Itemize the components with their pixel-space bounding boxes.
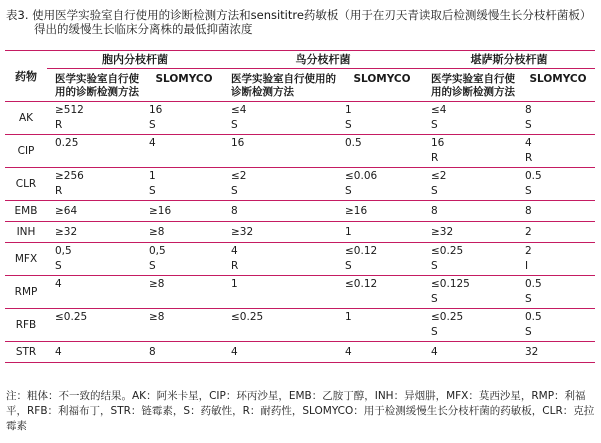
mic-value: 8 <box>525 104 532 116</box>
mic-value: 8 <box>231 205 238 217</box>
mic-value: 1 <box>149 170 156 182</box>
susceptibility-value: S <box>525 119 532 131</box>
mic-cell <box>223 222 341 243</box>
susceptibility-value: R <box>431 152 439 164</box>
mic-cell <box>521 102 595 135</box>
method-header-lab: 医学实验室自行使用的诊断检测方法 <box>431 73 515 98</box>
table-row <box>5 222 595 243</box>
susceptibility-value: S <box>525 326 532 338</box>
mic-value: 8 <box>149 346 156 358</box>
mic-value: ≤0.25 <box>231 311 264 323</box>
mic-cell <box>223 201 341 222</box>
table-row <box>5 243 595 276</box>
mic-value: ≥8 <box>149 226 165 238</box>
mic-value: ≥32 <box>431 226 454 238</box>
method-header-lab: 医学实验室自行使用的诊断检测方法 <box>231 73 336 98</box>
mic-cell <box>341 222 423 243</box>
mic-cell <box>47 342 145 363</box>
mic-value: ≥32 <box>231 226 254 238</box>
susceptibility-value <box>55 151 145 166</box>
mic-value: 0,5 <box>55 245 72 257</box>
mic-value: 2 <box>525 245 532 257</box>
caption-line-2: 得出的缓慢生长临床分离株的最低抑菌浓度 <box>34 22 253 36</box>
mic-cell <box>341 309 423 342</box>
susceptibility-value <box>345 151 423 166</box>
table-row <box>5 309 595 342</box>
susceptibility-value: S <box>149 185 156 197</box>
mic-value: 16 <box>231 137 245 149</box>
susceptibility-value <box>231 151 341 166</box>
mic-value: 8 <box>431 205 438 217</box>
method-header-lab: 医学实验室自行使用的诊断检测方法 <box>55 73 139 98</box>
mic-cell <box>145 168 223 201</box>
susceptibility-value: S <box>431 326 438 338</box>
mic-value: 0,5 <box>149 245 166 257</box>
mic-value: 0.5 <box>345 137 362 149</box>
mic-cell <box>145 342 223 363</box>
mic-cell <box>145 201 223 222</box>
susceptibility-value: S <box>431 260 438 272</box>
mic-cell <box>145 135 223 168</box>
mic-value: 0.25 <box>55 137 79 149</box>
mic-cell <box>341 276 423 309</box>
mic-cell <box>47 102 145 135</box>
mic-cell <box>423 201 521 222</box>
method-header-slomyco: SLOMYCO <box>155 73 213 85</box>
drug-name: RFB <box>15 319 37 331</box>
group-header-intracellulare: 胞内分枝杆菌 <box>47 51 223 70</box>
table-caption <box>6 8 596 36</box>
mic-value: ≥8 <box>149 311 165 323</box>
mic-value: 0.5 <box>525 278 542 290</box>
mic-value: ≤4 <box>231 104 247 116</box>
mic-cell <box>423 135 521 168</box>
table-row <box>5 168 595 201</box>
mic-cell <box>521 342 595 363</box>
mic-value: 4 <box>149 137 156 149</box>
mic-value: ≤0.25 <box>431 311 464 323</box>
susceptibility-value: S <box>525 293 532 305</box>
mic-value: 4 <box>231 346 238 358</box>
mic-cell <box>423 243 521 276</box>
susceptibility-value: R <box>231 260 239 272</box>
mic-value: 8 <box>525 205 532 217</box>
mic-cell <box>47 222 145 243</box>
method-header-slomyco: SLOMYCO <box>353 73 411 85</box>
mic-value: ≤4 <box>431 104 447 116</box>
mic-cell <box>47 243 145 276</box>
mic-cell <box>341 243 423 276</box>
drug-name: EMB <box>14 205 38 217</box>
mic-cell <box>223 102 341 135</box>
mic-value: 0.5 <box>525 170 542 182</box>
mic-value: ≥16 <box>149 205 172 217</box>
mic-cell <box>521 309 595 342</box>
mic-value: ≥64 <box>55 205 78 217</box>
mic-value: 1 <box>345 104 352 116</box>
susceptibility-value: R <box>55 119 63 131</box>
susceptibility-value <box>231 325 341 340</box>
mic-cell <box>521 243 595 276</box>
mic-cell <box>341 342 423 363</box>
mic-cell <box>423 342 521 363</box>
susceptibility-value <box>149 325 223 340</box>
susceptibility-value: S <box>149 260 156 272</box>
mic-value: ≥8 <box>149 278 165 290</box>
mic-cell <box>145 276 223 309</box>
susceptibility-value: S <box>431 119 438 131</box>
mic-cell <box>145 309 223 342</box>
table-row <box>5 276 595 309</box>
mic-cell <box>521 276 595 309</box>
mic-cell <box>341 201 423 222</box>
mic-cell <box>47 276 145 309</box>
mic-value: ≤0.25 <box>55 311 88 323</box>
drug-name: RMP <box>14 286 38 298</box>
mic-value: 4 <box>55 278 62 290</box>
susceptibility-value <box>345 292 423 307</box>
mic-cell <box>223 243 341 276</box>
susceptibility-value <box>231 292 341 307</box>
susceptibility-value: R <box>55 185 63 197</box>
mic-value: 0.5 <box>525 311 542 323</box>
mic-value: 2 <box>525 226 532 238</box>
susceptibility-value: S <box>525 185 532 197</box>
susceptibility-value <box>55 292 145 307</box>
susceptibility-value: S <box>149 119 156 131</box>
mic-cell <box>341 168 423 201</box>
mic-value: ≤2 <box>431 170 447 182</box>
caption-line-1: 表3. 使用医学实验室自行使用的诊断检测方法和sensititre药敏板（用于在刃天青读取后检测缓慢生长分枝杆菌板） <box>6 8 592 22</box>
susceptibility-value <box>149 292 223 307</box>
drug-name: MFX <box>14 253 38 265</box>
mic-value: ≥256 <box>55 170 84 182</box>
mic-value: ≤2 <box>231 170 247 182</box>
mic-cell <box>423 309 521 342</box>
mic-value: ≥512 <box>55 104 84 116</box>
mic-value: 16 <box>149 104 163 116</box>
mic-cell <box>341 102 423 135</box>
group-header-kansasii: 堪萨斯分枝杆菌 <box>423 51 595 70</box>
susceptibility-value: I <box>525 260 529 272</box>
mic-value: 32 <box>525 346 539 358</box>
mic-value: 4 <box>345 346 352 358</box>
mic-cell <box>47 168 145 201</box>
mic-value: ≤0.12 <box>345 245 378 257</box>
mic-value: 16 <box>431 137 445 149</box>
table-row <box>5 342 595 363</box>
mic-cell <box>521 135 595 168</box>
mic-cell <box>47 201 145 222</box>
mic-cell <box>223 168 341 201</box>
mic-cell <box>423 276 521 309</box>
susceptibility-value: S <box>345 185 352 197</box>
mic-cell <box>223 276 341 309</box>
susceptibility-value: S <box>231 119 238 131</box>
mic-value: ≤0.125 <box>431 278 470 290</box>
mic-value: ≤0.12 <box>345 278 378 290</box>
mic-cell <box>223 342 341 363</box>
mic-value: ≤0.06 <box>345 170 378 182</box>
mic-value: ≤0.25 <box>431 245 464 257</box>
mic-cell <box>423 168 521 201</box>
drug-name: INH <box>16 226 36 238</box>
table-row <box>5 135 595 168</box>
table-footnote: 注：粗体：不一致的结果。AK：阿米卡星，CIP：环丙沙星，EMB：乙胺丁醇，INH：异烟肼，MFX：莫西沙星，RMP：利福平，RFB：利福布丁，STR：链霉素，S：药敏性，R：耐药性，SLOMYCO：用于检测缓慢生长分枝杆菌的药敏板，CLR：克拉霉素 <box>6 390 595 432</box>
drug-name: CLR <box>15 178 37 190</box>
susceptibility-value: S <box>55 260 62 272</box>
mic-cell <box>145 222 223 243</box>
table-row <box>5 201 595 222</box>
susceptibility-value <box>55 325 145 340</box>
mic-value: 4 <box>431 346 438 358</box>
table-row <box>5 102 595 135</box>
susceptibility-value: S <box>431 293 438 305</box>
susceptibility-value: S <box>345 260 352 272</box>
susceptibility-value: S <box>431 185 438 197</box>
method-header-slomyco: SLOMYCO <box>529 73 587 85</box>
mic-cell <box>423 222 521 243</box>
group-header-avium: 鸟分枝杆菌 <box>223 51 423 70</box>
susceptibility-value: R <box>525 152 533 164</box>
susceptibility-value <box>345 325 423 340</box>
mic-value: 1 <box>231 278 238 290</box>
mic-cell <box>145 102 223 135</box>
susceptibility-value: S <box>345 119 352 131</box>
mic-cell <box>521 168 595 201</box>
susceptibility-value: S <box>231 185 238 197</box>
susceptibility-value <box>149 151 223 166</box>
mic-cell <box>223 135 341 168</box>
mic-cell <box>47 135 145 168</box>
mic-cell <box>521 222 595 243</box>
mic-value: 4 <box>525 137 532 149</box>
mic-value: 4 <box>55 346 62 358</box>
mic-cell <box>423 102 521 135</box>
drug-name: CIP <box>17 145 35 157</box>
mic-cell <box>341 135 423 168</box>
mic-value: 1 <box>345 226 352 238</box>
mic-value: 1 <box>345 311 352 323</box>
drug-name: AK <box>18 112 34 124</box>
mic-cell <box>223 309 341 342</box>
mic-value: ≥32 <box>55 226 78 238</box>
mic-value: ≥16 <box>345 205 368 217</box>
drug-column-header: 药物 <box>5 51 47 102</box>
mic-value: 4 <box>231 245 238 257</box>
mic-cell <box>47 309 145 342</box>
drug-name: STR <box>15 346 37 358</box>
mic-cell <box>145 243 223 276</box>
mic-cell <box>521 201 595 222</box>
mic-table <box>5 50 595 363</box>
